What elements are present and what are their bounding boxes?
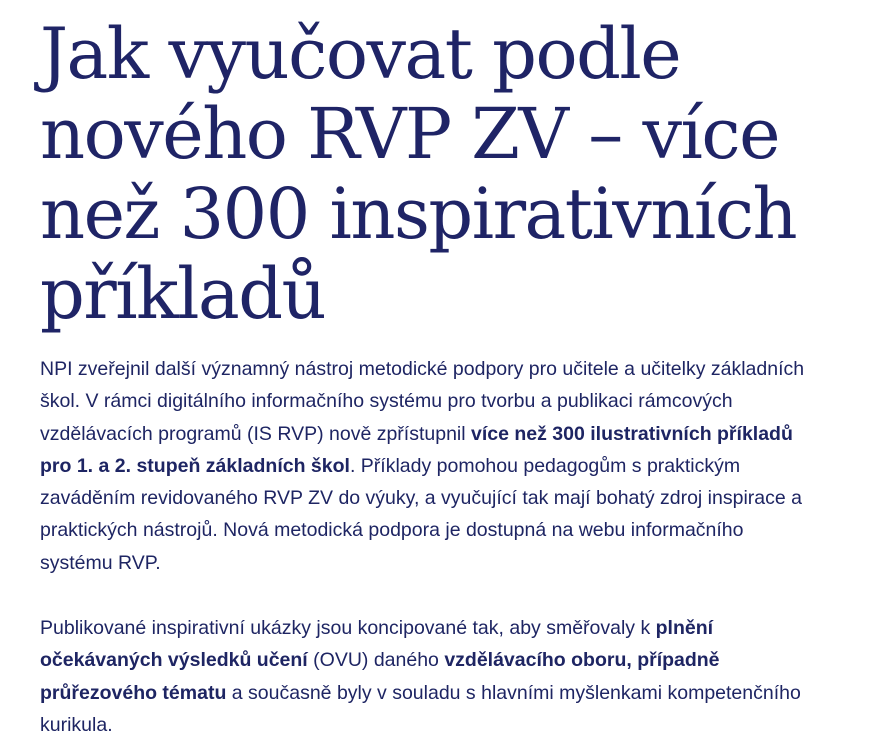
second-paragraph (40, 612, 801, 741)
paragraph-line: zaváděním revidovaného RVP ZV do výuky, a vyučující tak mají bohatý zdroj inspirace a (40, 487, 802, 510)
paragraph-line: škol. V rámci digitálního informačního systému pro tvorbu a publikaci rámcových (40, 390, 733, 413)
paragraph-line: systému RVP. (40, 551, 161, 574)
text-run: vzdělávacích programů (IS RVP) nově zpřístupnil (40, 422, 471, 445)
title-line: příkladů (40, 253, 326, 335)
title-line: než 300 inspirativních (40, 173, 797, 255)
bold-text: průřezového tématu (40, 681, 227, 704)
paragraph-line: NPI zveřejnil další významný nástroj metodické podpory pro učitele a učitelky základních (40, 358, 805, 380)
text-run: a současně byly v souladu s hlavními myšlenkami kompetenčního (226, 681, 801, 704)
text-run: (OVU) daného (307, 649, 445, 672)
bold-text: více než 300 ilustrativních příkladů (471, 422, 793, 445)
paragraph-line (40, 644, 801, 676)
bold-text: pro 1. a 2. stupeň základních škol (40, 454, 350, 477)
paragraph-line (40, 677, 801, 709)
text-run: Publikované inspirativní ukázky jsou koncipované tak, aby směřovaly k (40, 617, 656, 639)
text-run: . Příklady pomohou pedagogům s praktickým (349, 454, 741, 477)
article (40, 0, 880, 736)
article-title (40, 0, 880, 334)
paragraph-line (40, 450, 804, 482)
title-line: nového RVP ZV – více (40, 93, 780, 175)
paragraph-line: praktických nástrojů. Nová metodická podpora je dostupná na webu informačního (40, 519, 744, 542)
bold-text: očekávaných výsledků učení (40, 649, 308, 672)
bold-text: plnění (655, 617, 714, 639)
intro-paragraph (40, 353, 804, 579)
paragraph-line (40, 612, 801, 644)
bold-text: vzdělávacího oboru, případně (444, 649, 720, 672)
title-line: Jak vyučovat podle (40, 13, 681, 95)
paragraph-line: kurikula. (40, 713, 113, 736)
paragraph-line (40, 418, 804, 450)
